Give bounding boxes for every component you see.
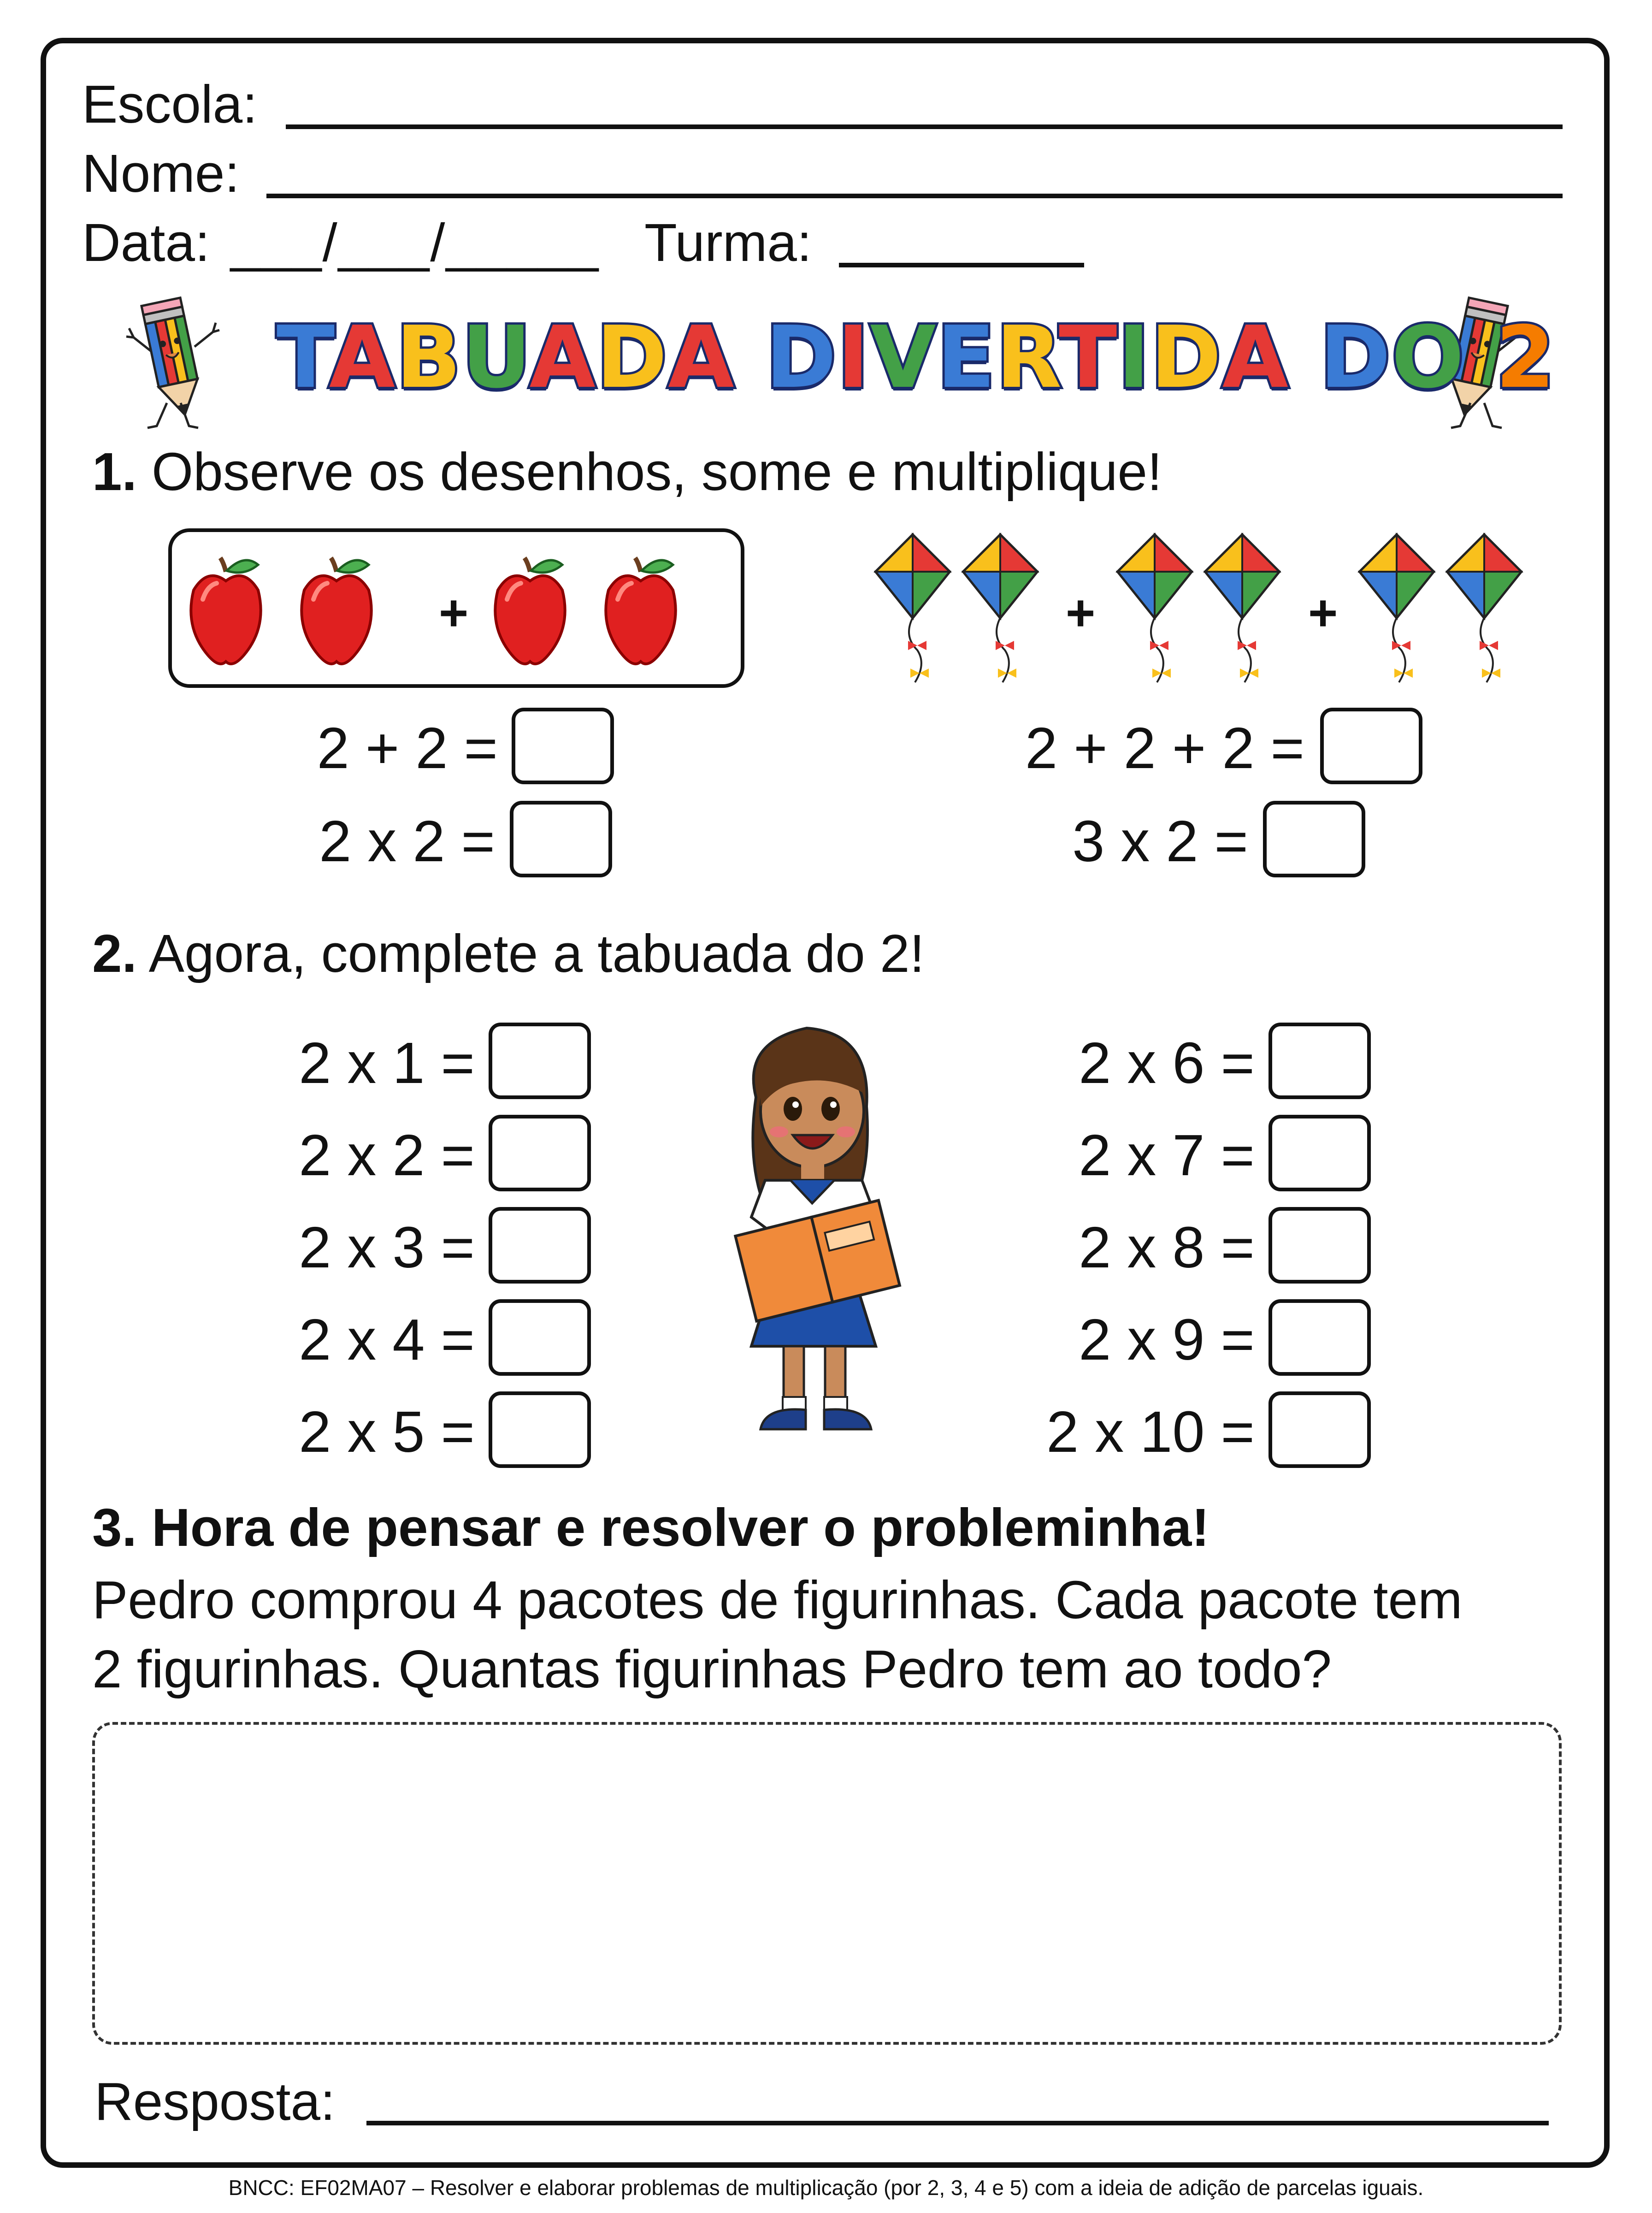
left-equation-1: 2 + 2 = bbox=[317, 716, 498, 781]
plus-sign: + bbox=[1308, 585, 1338, 641]
apple-icon bbox=[301, 558, 371, 664]
section1-heading bbox=[92, 442, 1162, 502]
kite-icon bbox=[1118, 535, 1192, 682]
answer-box[interactable] bbox=[489, 1207, 591, 1284]
tabuada-equation: 2 x 8 = bbox=[1079, 1215, 1255, 1280]
tabuada-equation: 2 x 9 = bbox=[1079, 1307, 1255, 1372]
right-equation-2: 3 x 2 = bbox=[1072, 809, 1248, 874]
apple-icon bbox=[191, 558, 260, 664]
answer-box[interactable] bbox=[1268, 1023, 1371, 1099]
answer-box[interactable] bbox=[1320, 708, 1422, 784]
right-equation-1: 2 + 2 + 2 = bbox=[1025, 716, 1304, 781]
section2-text: Agora, complete a tabuada do 2! bbox=[136, 923, 925, 983]
title-letter: B bbox=[396, 308, 462, 407]
answer-box[interactable] bbox=[512, 708, 614, 784]
kite-icon bbox=[876, 535, 950, 682]
worksheet-title bbox=[277, 308, 1556, 407]
tabuada-equation: 2 x 10 = bbox=[1046, 1399, 1255, 1464]
answer-box[interactable] bbox=[1268, 1299, 1371, 1376]
escola-label: Escola: bbox=[82, 74, 258, 134]
answer-box[interactable] bbox=[489, 1023, 591, 1099]
problem-text-line2: 2 figurinhas. Quantas figurinhas Pedro tem ao todo? bbox=[92, 1639, 1332, 1699]
title-letter: I bbox=[1118, 308, 1151, 407]
plus-sign: + bbox=[1066, 585, 1096, 641]
answer-box[interactable] bbox=[489, 1115, 591, 1191]
bncc-footer: BNCC: EF02MA07 – Resolver e elaborar problemas de multiplicação (por 2, 3, 4 e 5) com a ideia de adição de parcelas iguais. bbox=[228, 2176, 1424, 2200]
section2-heading bbox=[92, 923, 925, 983]
plus-sign: + bbox=[439, 585, 469, 641]
resposta-line[interactable] bbox=[366, 2121, 1549, 2125]
nome-line[interactable] bbox=[266, 194, 1563, 198]
tabuada-equation: 2 x 3 = bbox=[299, 1215, 475, 1280]
left-equation-2: 2 x 2 = bbox=[319, 809, 495, 874]
title-letter: D bbox=[765, 308, 838, 407]
title-letter: A bbox=[1222, 308, 1289, 407]
title-letter: U bbox=[462, 308, 530, 407]
title-letters bbox=[277, 308, 1556, 407]
title-letter: D bbox=[1320, 308, 1392, 407]
title-letter: D bbox=[1150, 308, 1222, 407]
answer-box[interactable] bbox=[489, 1299, 591, 1376]
kites-illustration bbox=[867, 526, 1540, 692]
title-letter: V bbox=[870, 308, 937, 407]
answer-box[interactable] bbox=[489, 1391, 591, 1468]
answer-box[interactable] bbox=[1268, 1115, 1371, 1191]
tabuada-equation: 2 x 5 = bbox=[299, 1399, 475, 1464]
turma-line[interactable] bbox=[839, 263, 1084, 267]
kite-icon bbox=[1205, 535, 1279, 682]
data-label: Data: bbox=[82, 213, 210, 272]
title-letter: O bbox=[1391, 308, 1465, 407]
problem-text-line1: Pedro comprou 4 pacotes de figurinhas. Cada pacote tem bbox=[92, 1570, 1463, 1630]
answer-box[interactable] bbox=[510, 801, 612, 877]
section1-number: 1. bbox=[92, 442, 137, 502]
title-letter: E bbox=[937, 308, 996, 407]
title-letter: D bbox=[596, 308, 668, 407]
title-letter bbox=[1289, 308, 1320, 407]
tabuada-equation: 2 x 6 = bbox=[1079, 1030, 1255, 1095]
calculation-area[interactable] bbox=[92, 1722, 1562, 2045]
answer-box[interactable] bbox=[1268, 1391, 1371, 1468]
kite-icon bbox=[1360, 535, 1434, 682]
title-letter: A bbox=[329, 308, 396, 407]
date-blanks[interactable]: ___/___/_____ bbox=[230, 213, 600, 272]
girl-reading-book-icon bbox=[714, 1014, 917, 1448]
title-letter: I bbox=[837, 308, 870, 407]
escola-line[interactable] bbox=[286, 124, 1563, 129]
section1-text: Observe os desenhos, some e multiplique! bbox=[136, 442, 1162, 502]
title-letter: 2 bbox=[1495, 308, 1556, 407]
tabuada-equation: 2 x 7 = bbox=[1079, 1123, 1255, 1188]
tabuada-equation: 2 x 1 = bbox=[299, 1030, 475, 1095]
nome-label: Nome: bbox=[82, 143, 240, 203]
resposta-label: Resposta: bbox=[94, 2071, 336, 2131]
title-letter bbox=[1465, 308, 1495, 407]
apple-icon bbox=[495, 558, 565, 664]
apple-icon bbox=[606, 558, 675, 664]
section3-title: 3. Hora de pensar e resolver o probleminha! bbox=[92, 1497, 1210, 1557]
title-letter: T bbox=[277, 308, 329, 407]
title-letter: A bbox=[529, 308, 596, 407]
title-letter: T bbox=[1059, 308, 1118, 407]
pencil-mascot-icon bbox=[124, 282, 221, 434]
turma-label: Turma: bbox=[644, 213, 812, 272]
title-letter: A bbox=[668, 308, 735, 407]
title-letter bbox=[735, 308, 766, 407]
answer-box[interactable] bbox=[1268, 1207, 1371, 1284]
tabuada-equation: 2 x 4 = bbox=[299, 1307, 475, 1372]
title-letter: R bbox=[996, 308, 1059, 407]
kite-icon bbox=[963, 535, 1037, 682]
tabuada-equation: 2 x 2 = bbox=[299, 1123, 475, 1188]
answer-box[interactable] bbox=[1263, 801, 1365, 877]
section2-number: 2. bbox=[92, 923, 137, 983]
kite-icon bbox=[1447, 535, 1521, 682]
